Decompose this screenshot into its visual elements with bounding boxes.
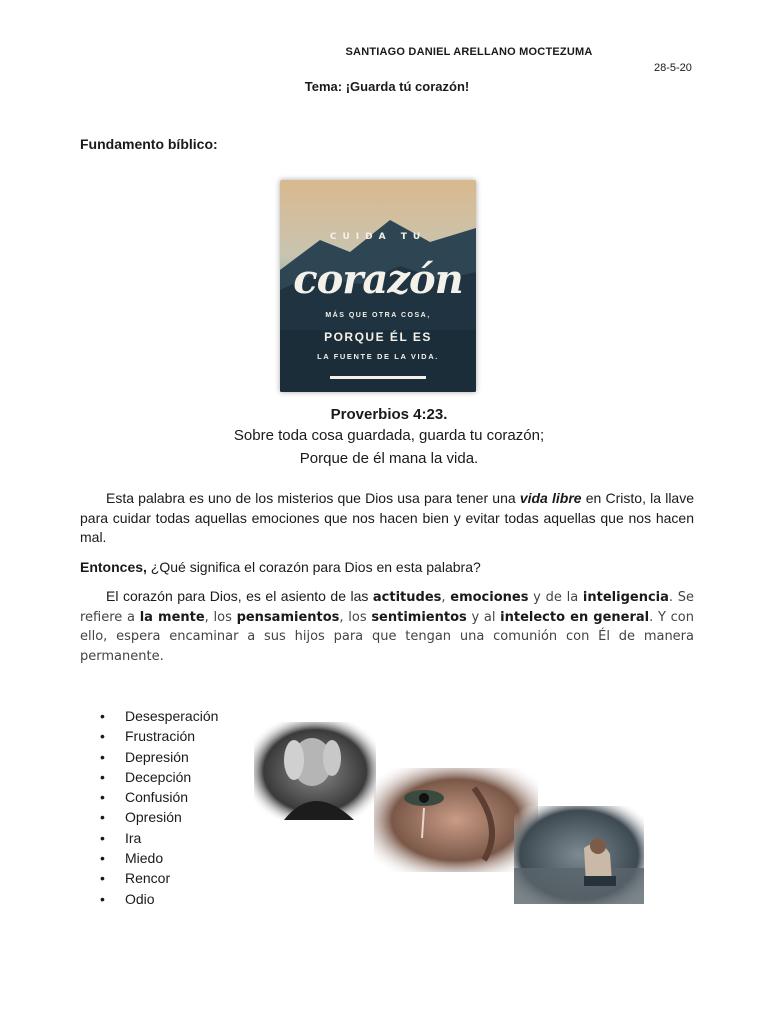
list-item: • Confusión xyxy=(100,787,218,807)
list-item: • Desesperación xyxy=(100,706,218,726)
paragraph-intro-text xyxy=(80,489,694,548)
meaning-bold-4: la mente xyxy=(139,609,205,625)
verse-line-1: Sobre toda cosa guardada, guarda tu corazón; xyxy=(233,427,545,444)
photo-distressed-person xyxy=(254,722,376,820)
meaning-bold-2: emociones xyxy=(450,590,529,605)
section-heading: Fundamento bíblico: xyxy=(80,136,218,152)
list-item: • Depresión xyxy=(100,747,218,767)
poster-underline xyxy=(330,376,426,379)
poster-line-1: CUIDA TU xyxy=(329,232,427,242)
intro-part-2: en Cristo, la llave para cuidar todas aquellas emociones que nos hacen bien y evitar todas aquellas que nos hacen mal. xyxy=(80,490,694,545)
list-item: • Frustración xyxy=(100,726,218,746)
poster-line-4: PORQUE ÉL ES xyxy=(324,330,432,344)
list-item: • Opresión xyxy=(100,807,218,827)
meaning-bold-3: inteligencia xyxy=(582,590,669,605)
meaning-bold-5: pensamientos xyxy=(236,609,340,625)
list-item: • Odio xyxy=(100,889,218,909)
poster-image xyxy=(280,180,476,392)
document-date: 28-5-20 xyxy=(654,62,692,74)
list-item: • Miedo xyxy=(100,848,218,868)
list-item: • Decepción xyxy=(100,767,218,787)
verse-reference: Proverbios 4:23. xyxy=(330,406,448,423)
paragraph-meaning-text xyxy=(80,587,694,666)
paragraph-intro xyxy=(80,489,694,548)
document-topic: Tema: ¡Guarda tú corazón! xyxy=(304,79,470,94)
meaning-text-7: y al xyxy=(466,609,501,625)
meaning-text-4: . Se refiere a xyxy=(80,590,695,625)
question-lead: Entonces, xyxy=(80,559,147,575)
poster-line-2: corazón xyxy=(293,256,463,303)
emotions-list xyxy=(100,706,218,909)
meaning-text-1: El corazón para Dios, es el asiento de las xyxy=(106,588,373,604)
meaning-text-2: , xyxy=(441,590,451,605)
list-item: • Rencor xyxy=(100,868,218,888)
list-item: • Ira xyxy=(100,828,218,848)
verse-line-2: Porque de él mana la vida. xyxy=(299,450,479,467)
poster-line-5: LA FUENTE DE LA VIDA. xyxy=(317,352,439,361)
photo-sitting-person xyxy=(514,806,644,904)
intro-part-1: Esta palabra es uno de los misterios que Dios usa para tener una xyxy=(106,490,520,506)
meaning-text-5: , los xyxy=(204,609,237,625)
meaning-bold-6: sentimientos xyxy=(371,609,467,625)
paragraph-meaning xyxy=(80,587,694,666)
meaning-bold-7: intelecto en general xyxy=(500,609,650,625)
meaning-text-8: . Y con ello, espera encaminar a sus hijos para que tengan una comunión con Él de manera permanente. xyxy=(80,609,694,664)
author-name: SANTIAGO DANIEL ARELLANO MOCTEZUMA xyxy=(345,46,593,58)
meaning-bold-1: actitudes xyxy=(372,590,442,605)
intro-emphasis: vida libre xyxy=(519,490,582,506)
meaning-text-6: , los xyxy=(339,609,372,625)
question-text: ¿Qué significa el corazón para Dios en esta palabra? xyxy=(146,559,481,575)
paragraph-question xyxy=(80,558,694,578)
poster-line-3: MÁS QUE OTRA COSA, xyxy=(325,312,431,319)
meaning-text-3: y de la xyxy=(528,590,583,605)
